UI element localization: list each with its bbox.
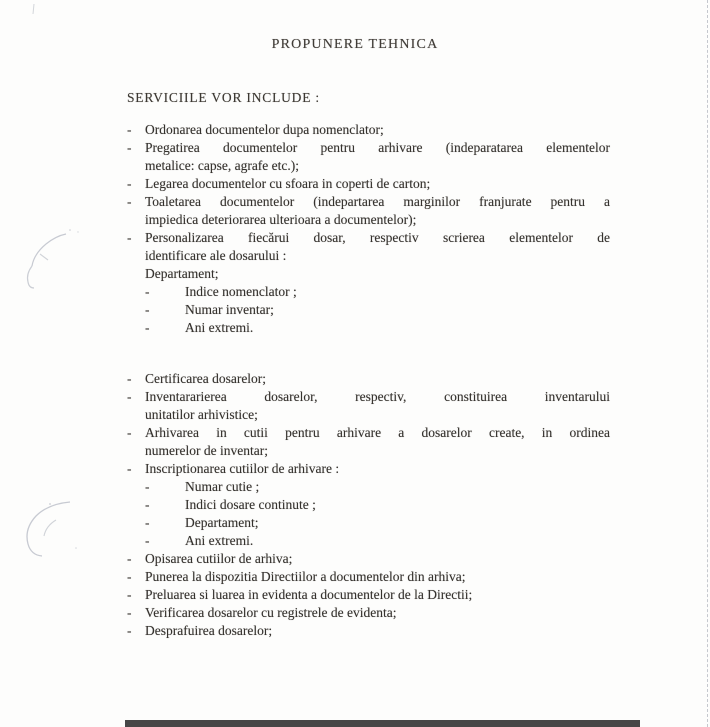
sub-list-item [145,319,610,337]
sub-list-item-line: Indici dosare continute ; [185,497,316,512]
list-item [127,229,610,337]
dash-bullet: - [145,320,150,335]
list-item-line: numerelor de inventar; [145,443,268,458]
list-item [127,424,610,460]
list-item [127,193,610,229]
dash-bullet: - [127,140,132,155]
dash-bullet: - [145,515,150,530]
service-list [0,121,710,640]
list-item [127,550,610,568]
sub-list-item-line: Departament; [185,515,259,530]
dash-bullet: - [127,389,132,404]
dash-bullet: - [127,569,132,584]
dash-bullet: - [145,302,150,317]
list-item-line: Verificarea dosarelor cu registrele de evidenta; [145,605,397,620]
section-heading: SERVICIILE VOR INCLUDE : [127,90,320,105]
dash-bullet: - [127,176,132,191]
list-item-line: Inscriptionarea cutiilor de arhivare : [145,461,340,476]
scan-bottom-bar [125,720,640,727]
list-item [127,604,610,622]
dash-bullet: - [127,551,132,566]
list-item-line: metalice: capse, agrafe etc.); [145,158,300,173]
list-item [127,370,610,388]
sub-list-item-line: Ani extremi. [185,533,254,548]
dash-bullet: - [145,284,150,299]
dash-bullet: - [127,194,132,209]
list-item [127,568,610,586]
dash-bullet: - [127,230,132,245]
sub-list-item-line: Indice nomenclator ; [185,284,297,299]
sub-list-item [145,478,610,496]
sub-list-item [145,514,610,532]
list-item [127,139,610,175]
sub-list-item [145,532,610,550]
list-item-line: Certificarea dosarelor; [145,371,267,386]
dash-bullet: - [145,479,150,494]
scan-edge-line [707,0,708,727]
list-item-line: Toaletarea documentelor (indepartarea marginilor franjurate pentru a [145,194,610,209]
list-item-line: impiedica deteriorarea ulterioara a documentelor); [145,212,417,227]
sub-list-item-line: Numar inventar; [185,302,274,317]
dash-bullet: - [127,425,132,440]
list-item-line: unitatilor arhivistice; [145,407,258,422]
list-item [127,460,610,550]
list-item-line: Pregatirea documentelor pentru arhivare (indeparatarea elementelor [145,140,610,155]
sub-list-item [145,283,610,301]
list-item [127,586,610,604]
list-item-line: Desprafuirea dosarelor; [145,623,273,638]
dash-bullet: - [127,371,132,386]
list-item-line: Ordonarea documentelor dupa nomenclator; [145,122,384,137]
list-item-line: Opisarea cutiilor de arhiva; [145,551,293,566]
list-item-line: Inventararierea dosarelor, respectiv, constituirea inventarului [145,389,610,404]
sub-list-item [145,496,610,514]
list-item-line: identificare ale dosarului : [145,248,287,263]
list-item-line: Punerea la dispozitia Directiilor a documentelor din arhiva; [145,569,466,584]
list-item [127,121,610,139]
dash-bullet: - [127,122,132,137]
list-item-line: Departament; [145,266,219,281]
list-item [127,622,610,640]
dash-bullet: - [127,623,132,638]
list-item-line: Legarea documentelor cu sfoara in coperti de carton; [145,176,431,191]
dash-bullet: - [145,497,150,512]
dash-bullet: - [127,587,132,602]
list-item [127,388,610,424]
list-item-line: Personalizarea fiecărui dosar, respectiv scrierea elementelor de [145,230,610,245]
document-title: PROPUNERE TEHNICA [271,37,439,52]
dash-bullet: - [127,605,132,620]
sub-list-item-line: Ani extremi. [185,320,254,335]
sub-list-item [145,301,610,319]
dash-bullet: - [127,461,132,476]
list-item-line: Preluarea si luarea in evidenta a documentelor de la Directii; [145,587,473,602]
dash-bullet: - [145,533,150,548]
sub-list-item-line: Numar cutie ; [185,479,260,494]
list-item-line: Arhivarea in cutii pentru arhivare a dosarelor create, in ordinea [145,425,610,440]
list-item [127,175,610,193]
